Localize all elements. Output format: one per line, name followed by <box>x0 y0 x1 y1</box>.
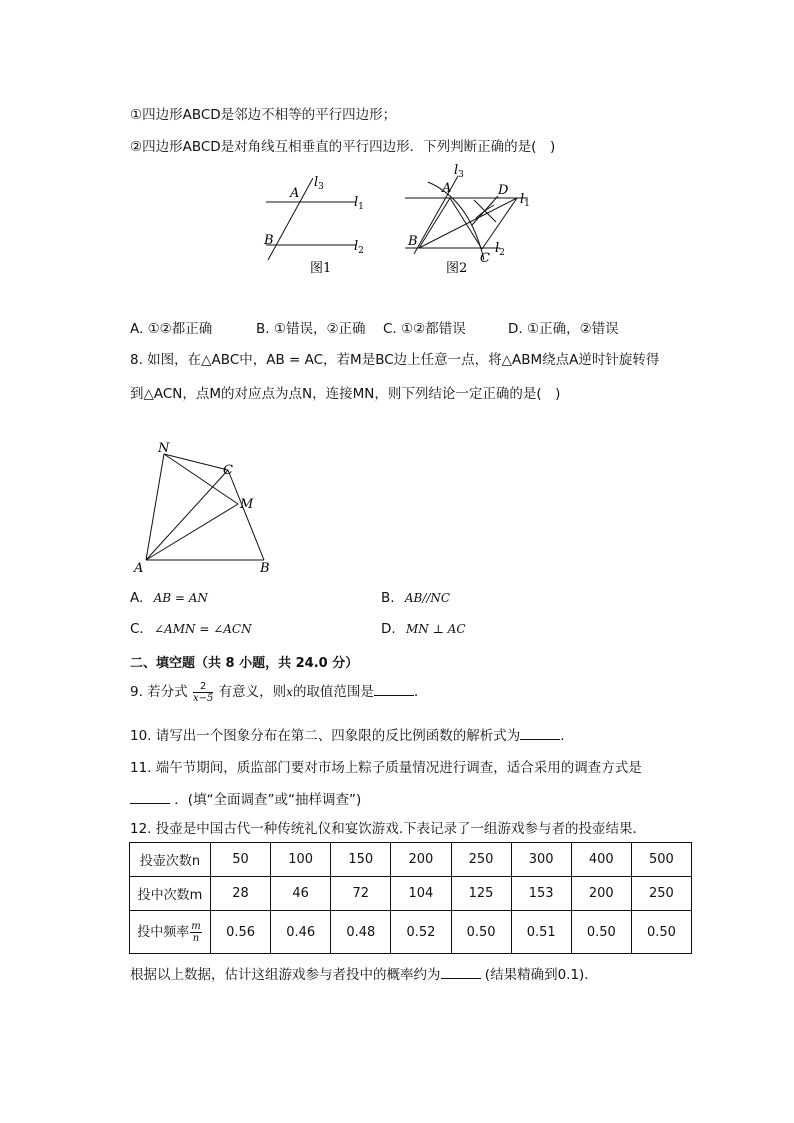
q11-answer-blank[interactable] <box>130 791 170 804</box>
fig3-label-M: M <box>240 497 254 512</box>
q7-option-a: A. ①②都正确 <box>130 321 213 337</box>
q9-var: x <box>286 685 293 699</box>
fig2-label-l2: $l_2$ <box>495 241 505 258</box>
fig2-label-C: C <box>480 251 490 266</box>
q12-answer-blank[interactable] <box>441 966 481 979</box>
table-cell: 0.50 <box>631 911 691 954</box>
fig3-label-B: B <box>260 561 270 576</box>
q8-option-b-label: B. <box>381 590 395 606</box>
table-cell: 150 <box>331 843 391 877</box>
q12-table <box>129 842 692 954</box>
q9-suffix: 的取值范围是 <box>292 684 374 700</box>
fig1-caption: 图1 <box>310 261 332 276</box>
frequency-fraction <box>190 921 201 944</box>
table-cell: 0.51 <box>511 911 571 954</box>
q11-line-1: 11. 端午节期间，质监部门要对市场上粽子质量情况进行调查，适合采用的调查方式是 <box>130 760 642 776</box>
q10 <box>130 724 574 744</box>
table-row <box>130 843 692 877</box>
q9-fraction-den: x−5 <box>192 692 214 704</box>
q8-option-b-text: AB//NC <box>404 591 451 605</box>
q12-text: 12. 投壶是中国古代一种传统礼仪和宴饮游戏.下表记录了一组游戏参与者的投壶结果． <box>130 821 647 837</box>
figure-2 <box>400 160 550 280</box>
figure-1 <box>258 170 378 280</box>
q12-tail-prefix: 根据以上数据，估计这组游戏参与者投中的概率约为 <box>130 967 441 983</box>
q8-option-b <box>381 590 450 606</box>
fig2-label-A: A <box>442 181 452 196</box>
table-row <box>130 911 692 954</box>
fig2-label-D: D <box>498 183 509 198</box>
q10-end: ． <box>560 728 574 744</box>
table-cell: 0.56 <box>211 911 271 954</box>
table-cell: 100 <box>271 843 331 877</box>
table-cell: 72 <box>331 877 391 911</box>
fig3-label-A: A <box>134 561 144 576</box>
q7-option-c: C. ①②都错误 <box>383 321 466 337</box>
table-cell: 104 <box>391 877 451 911</box>
fig2-label-l3: $l_3$ <box>454 163 464 180</box>
table-cell: 400 <box>571 843 631 877</box>
q9 <box>130 680 427 704</box>
fig1-label-l1: $l_1$ <box>354 195 364 212</box>
q8-option-c-label: C. <box>130 621 144 637</box>
q8-option-d-label: D. <box>381 621 396 637</box>
q8-option-c <box>130 621 252 637</box>
q8-option-a <box>130 590 208 606</box>
table-cell: 300 <box>511 843 571 877</box>
table-row-label-frequency <box>130 911 211 954</box>
table-row-label-throws: 投壶次数n <box>130 843 211 877</box>
table-cell: 0.52 <box>391 911 451 954</box>
frequency-label-text: 投中频率 <box>137 924 190 940</box>
frequency-fraction-den: n <box>192 932 200 944</box>
q7-option-b: B. ①错误，②正确 <box>256 321 366 337</box>
q9-answer-blank[interactable] <box>374 683 414 696</box>
table-cell: 0.48 <box>331 911 391 954</box>
table-cell: 500 <box>631 843 691 877</box>
section-title-fill-in: 二、填空题（共 8 小题，共 24.0 分） <box>130 656 359 671</box>
table-cell: 50 <box>211 843 271 877</box>
table-cell: 0.50 <box>571 911 631 954</box>
q9-mid: 有意义，则 <box>218 684 287 700</box>
q9-end: ． <box>413 684 428 700</box>
q10-answer-blank[interactable] <box>520 727 560 740</box>
fig2-label-B: B <box>408 234 418 249</box>
fig3-label-C: C <box>223 463 233 478</box>
fig3-label-N: N <box>158 441 170 456</box>
frequency-fraction-num: m <box>191 920 201 932</box>
q8-option-a-label: A. <box>130 590 144 606</box>
fig1-label-B: B <box>264 233 274 248</box>
table-cell: 0.46 <box>271 911 331 954</box>
table-cell: 28 <box>211 877 271 911</box>
table-row <box>130 877 692 911</box>
q8-option-a-text: AB = AN <box>153 591 208 605</box>
table-cell: 200 <box>391 843 451 877</box>
q8-line-2: 到△ACN，点M的对应点为点N，连接MN，则下列结论一定正确的是( ) <box>130 386 561 402</box>
table-row-label-hits: 投中次数m <box>130 877 211 911</box>
q9-fraction-num: 2 <box>193 681 213 693</box>
q8-option-d <box>381 621 466 637</box>
q10-text: 10. 请写出一个图象分布在第二、四象限的反比例函数的解析式为 <box>130 728 521 744</box>
statement-1: ①四边形ABCD是邻边不相等的平行四边形； <box>130 107 397 123</box>
fig2-label-l1: $l_1$ <box>520 192 530 209</box>
table-cell: 125 <box>451 877 511 911</box>
q8-option-d-text: MN ⊥ AC <box>405 622 466 636</box>
fig2-caption: 图2 <box>446 261 468 276</box>
table-cell: 0.50 <box>451 911 511 954</box>
q12-tail <box>130 963 598 983</box>
table-cell: 250 <box>451 843 511 877</box>
table-cell: 46 <box>271 877 331 911</box>
q7-option-d: D. ①正确，②错误 <box>508 321 619 337</box>
fig1-label-A: A <box>290 186 300 201</box>
table-cell: 200 <box>571 877 631 911</box>
table-cell: 153 <box>511 877 571 911</box>
fig1-label-l3: $l_3$ <box>314 175 324 192</box>
q9-prefix: 9. 若分式 <box>130 684 188 700</box>
fig1-label-l2: $l_2$ <box>354 239 364 256</box>
table-cell: 250 <box>631 877 691 911</box>
q9-fraction <box>193 681 213 704</box>
figure-3 <box>128 438 288 578</box>
q8-line-1: 8. 如图，在△ABC中，AB = AC，若M是BC边上任意一点，将△ABM绕点A逆时针旋转得 <box>130 352 660 368</box>
q12-tail-suffix: (结果精确到0.1)． <box>484 967 598 983</box>
q11-line-2-wrap <box>130 788 361 808</box>
statement-2: ②四边形ABCD是对角线互相垂直的平行四边形．下列判断正确的是( ) <box>130 139 556 155</box>
q8-option-c-text: ∠AMN = ∠ACN <box>154 622 252 636</box>
q11-line-2: ．(填“全面调查”或“抽样调查”) <box>174 792 362 808</box>
